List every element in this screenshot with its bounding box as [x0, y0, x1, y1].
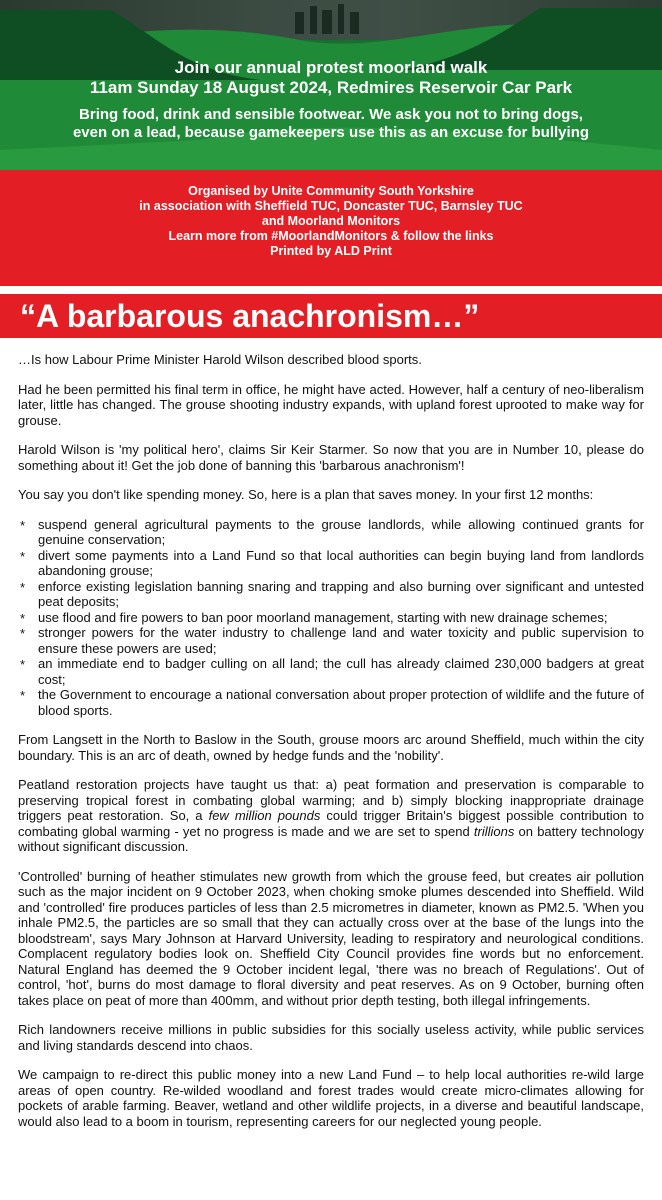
organiser-line: and Moorland Monitors	[261, 214, 401, 228]
paragraph: Rich landowners receive millions in public subsidies for this socially useless activity, while public services and living standards descend into chaos.	[18, 1022, 644, 1053]
list-item	[18, 610, 644, 626]
list-item-text: an immediate end to badger culling on all land; the cull has already claimed 230,000 badgers at great cost;	[38, 656, 644, 687]
organiser-line: in association with Sheffield TUC, Doncaster TUC, Barnsley TUC	[139, 199, 523, 213]
list-item	[18, 517, 644, 548]
walk-instructions-line1: Bring food, drink and sensible footwear. We ask you not to bring dogs,	[79, 106, 583, 123]
divider	[0, 286, 662, 294]
bullet-star: *	[20, 626, 26, 641]
list-item-text: stronger powers for the water industry to challenge land and water toxicity and public supervision to ensure these powers are used;	[38, 625, 644, 656]
list-item	[18, 579, 644, 610]
hero-banner	[0, 0, 662, 170]
bullet-star: *	[20, 548, 26, 564]
list-item-text: divert some payments into a Land Fund so that local authorities can begin buying land from landlords abandoning grouse;	[38, 547, 644, 578]
paragraph: From Langsett in the North to Baslow in the South, grouse moors arc around Sheffield, much within the city boundary. This is an arc of death, owned by hedge funds and the 'nobility'.	[18, 732, 644, 763]
bullet-star: *	[20, 657, 26, 672]
list-item	[18, 656, 644, 687]
paragraph: You say you don't like spending money. So, here is a plan that saves money. In your first 12 months:	[18, 487, 594, 502]
paragraph: …Is how Labour Prime Minister Harold Wilson described blood sports.	[18, 352, 422, 367]
demands-list	[18, 517, 644, 719]
organiser-band	[0, 170, 662, 286]
paragraph: Had he been permitted his final term in office, he might have acted. However, half a century of neo-liberalism later, little has changed. The grouse shooting industry expands, with upland forest uprooted to make way for grouse.	[18, 381, 644, 428]
list-item-text: the Government to encourage a national conversation about proper protection of wildlife and the future of blood sports.	[38, 687, 644, 718]
paragraph: We campaign to re-direct this public money into a new Land Fund – to help local authorities re-wild large areas of open country. Re-wilded woodland and forest trades would create micro-climates allowing for pockets of arable farming. Beaver, wetland and other wildlife projects, in a diverse and beautiful landscape, would also lead to a boom in tourism, representing careers for our neglected young people.	[18, 1067, 644, 1129]
bullet-star: *	[20, 579, 26, 595]
list-item-text: suspend general agricultural payments to the grouse landlords, while allowing continued grants for genuine conservation;	[38, 516, 644, 547]
walk-datetime-location: 11am Sunday 18 August 2024, Redmires Reservoir Car Park	[89, 78, 573, 97]
organiser-line: Organised by Unite Community South Yorkshire	[188, 184, 474, 198]
walk-instructions-line2: even on a lead, because gamekeepers use this as an excuse for bullying	[72, 124, 590, 141]
paragraph-peatland: Peatland restoration projects have taught us that: a) peat formation and preservation is comparable to preserving tropical forest in combating global warming; and b) simply blocking inappropriate drainage triggers peat restoration. So, a few million pounds could trigger Britain's biggest possible contribution to combating global warming - yet no progress is made and we are set to spend trillions on battery technology without significant discussion.	[18, 777, 644, 854]
list-item-text: enforce existing legislation banning snaring and trapping and also burning over significant and untested peat deposits;	[38, 578, 644, 609]
bullet-star: *	[20, 688, 26, 703]
bullet-star: *	[20, 517, 26, 533]
walk-title: Join our annual protest moorland walk	[174, 58, 488, 77]
walk-announcement	[0, 58, 662, 142]
article-body	[0, 338, 662, 1129]
emphasis: trillions	[473, 823, 515, 839]
list-item-text: use flood and fire powers to ban poor moorland management, starting with new drainage schemes;	[38, 609, 608, 625]
printer-credit: Printed by ALD Print	[270, 244, 392, 258]
emphasis: few million pounds	[208, 808, 321, 823]
hashtag-line: Learn more from #MoorlandMonitors & follow the links	[168, 229, 494, 243]
list-item	[18, 625, 644, 656]
paragraph: Harold Wilson is 'my political hero', claims Sir Keir Starmer. So now that you are in Number 10, please do something about it! Get the job done of banning this 'barbarous anachronism'!	[18, 442, 644, 473]
headline: “A barbarous anachronism…”	[0, 294, 662, 338]
list-item	[18, 548, 644, 579]
bullet-star: *	[20, 610, 26, 626]
paragraph: 'Controlled' burning of heather stimulates new growth from which the grouse feed, but creates air pollution such as the major incident on 9 October 2023, when choking smoke plumes descended into Sheffield. Wild and 'controlled' fire produces particles of less than 2.5 micrometres in diameter, known as PM2.5. 'When you inhale PM2.5, the particles are so small that they can actually cross over at the base of the lungs into the bloodstream', says Mary Johnson at Harvard University, leading to respiratory and neurological conditions. Complacent regulatory bodies look on. Sheffield City Council provides fine words but no enforcement. Natural England has deemed the 9 October incident legal, 'there was no breach of Regulations'. Out of control, 'hot', burns do most damage to floral diversity and peat reserves. As on 9 October, burning often takes place on peat of more than 400mm, and without prior depth testing, both illegal infringements.	[18, 868, 644, 1008]
list-item	[18, 687, 644, 718]
